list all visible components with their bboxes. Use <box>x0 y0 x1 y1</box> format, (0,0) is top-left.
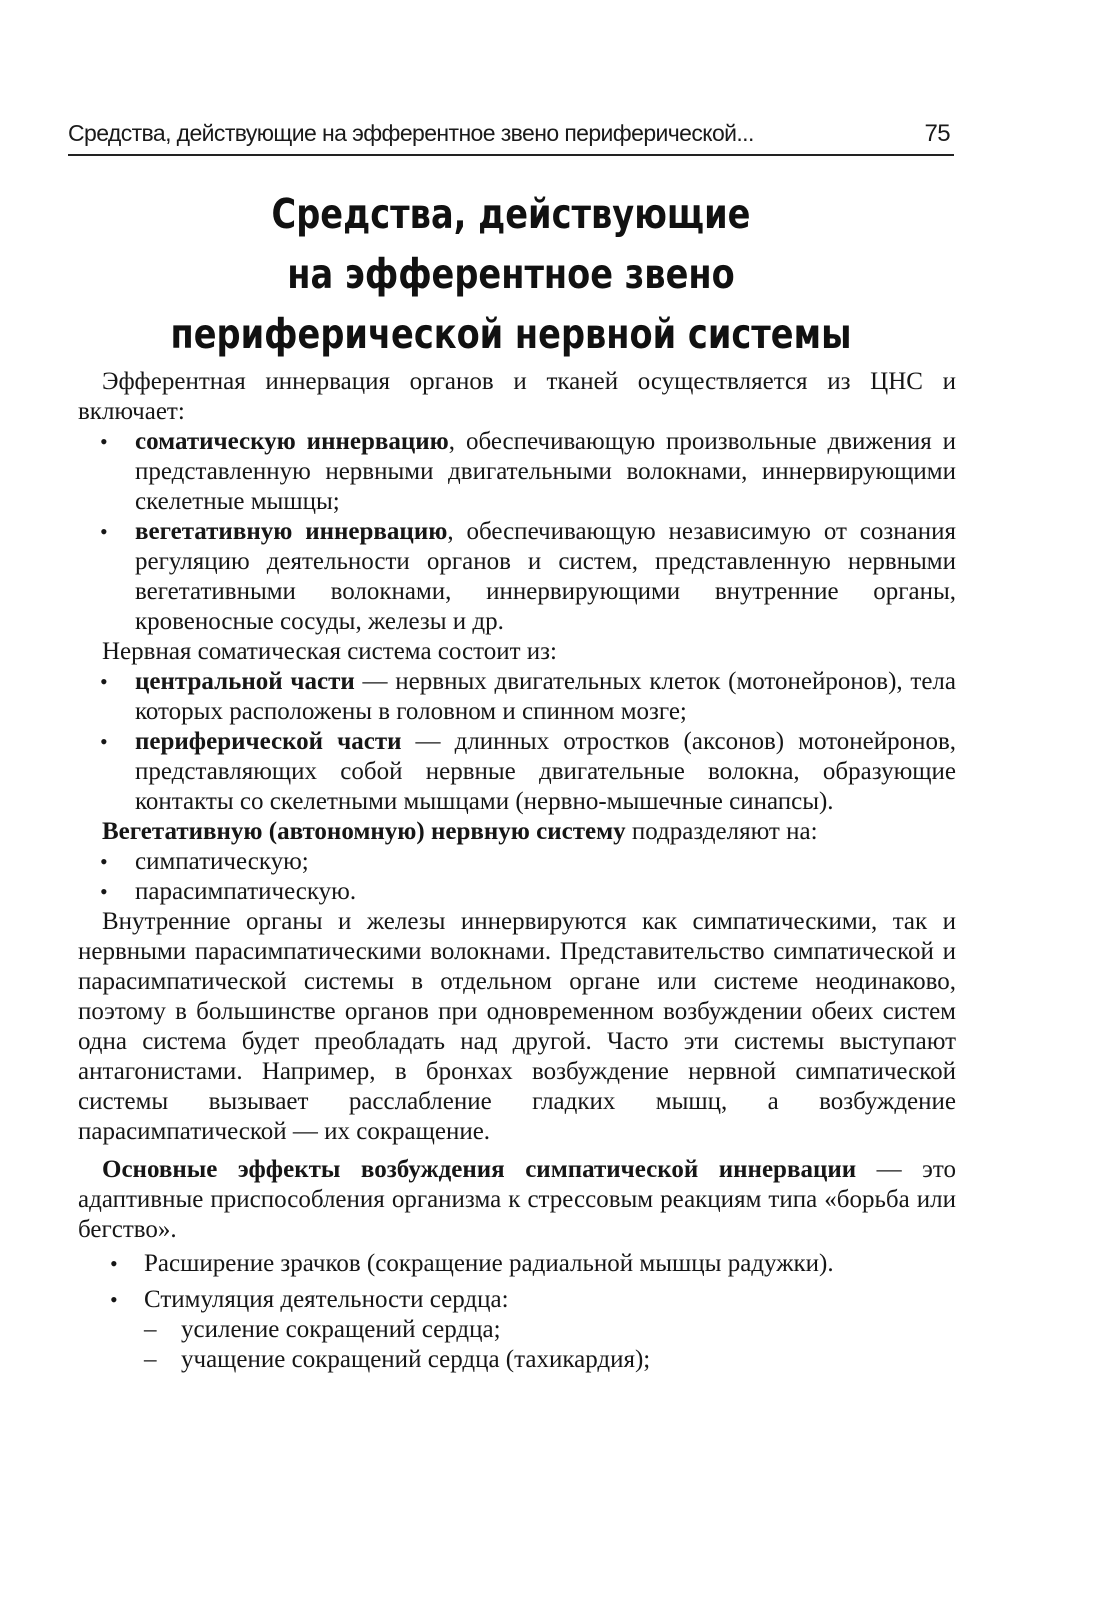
bullet-icon: • <box>110 1251 118 1276</box>
bullet-icon: • <box>100 849 108 874</box>
heart-subitems-list <box>78 1315 956 1375</box>
list-item <box>78 877 956 907</box>
item-text: — нервных двигательных клеток (мотонейронов), тела которых расположены в головном и спинном мозге; <box>135 668 956 725</box>
item-text: симпатическую; <box>135 848 309 875</box>
list-item <box>78 1285 956 1315</box>
body-text <box>78 367 956 1375</box>
list-item <box>78 847 956 877</box>
running-head-title: Средства, действующие на эфферентное звено периферической... <box>68 120 754 146</box>
list-item <box>78 1345 956 1375</box>
term: вегетативную иннервацию <box>135 518 448 545</box>
term: центральной части <box>135 668 355 695</box>
bullet-icon: • <box>100 879 108 904</box>
lead-text: подразделяют на: <box>625 818 818 845</box>
vegetative-lead <box>78 817 956 847</box>
intro-paragraph: Эфферентная иннервация органов и тканей осуществляется из ЦНС и включает: <box>78 368 956 425</box>
organs-paragraph: Внутренние органы и железы иннервируются как симпатическими, так и нервными парасимпатическими волокнами. Представительство симпатической и парасимпатической системы в отдельном органе или системе неодинаково, поэтому в большинстве органов при одновременном возбуждении обеих систем одна система будет преобладать над другой. Часто эти системы выступают антагонистами. Например, в бронхах возбуждение нервной симпатической системы вызывает расслабление гладких мышц, а возбуждение парасимпатической — их сокращение. <box>78 908 956 1145</box>
item-text: Стимуляция деятельности сердца: <box>144 1286 509 1313</box>
list-item <box>78 517 956 637</box>
bullet-icon: • <box>110 1287 118 1312</box>
item-text: Расширение зрачков (сокращение радиальной мышцы радужки). <box>144 1250 834 1277</box>
innervation-list <box>78 427 956 637</box>
somatic-lead: Нервная соматическая система состоит из: <box>102 638 557 665</box>
chapter-title-line: периферической нервной системы <box>170 310 852 358</box>
chapter-title-line: Средства, действующие <box>271 190 751 238</box>
item-text: , обеспечивающую независимую от сознания регуляцию деятельности органов и систем, представленную нервными вегетативными волокнами, иннервирующими внутренние органы, кровеносные сосуды, железы и др. <box>135 518 956 635</box>
bullet-icon: • <box>100 429 108 454</box>
chapter-title-line: на эфферентное звено <box>287 250 735 298</box>
item-text: учащение сокращений сердца (тахикардия); <box>181 1346 651 1373</box>
chapter-title <box>148 184 875 364</box>
list-item <box>78 1315 956 1345</box>
lead-text: — это адаптивные приспособления организма к стрессовым реакциям типа «борьба или бегство». <box>78 1156 956 1243</box>
vegetative-list <box>78 847 956 907</box>
page-number: 75 <box>924 120 950 147</box>
effects-lead <box>78 1155 956 1245</box>
list-item <box>78 427 956 517</box>
list-item <box>78 727 956 817</box>
somatic-parts-list <box>78 667 956 817</box>
item-text: , обеспечивающую произвольные движения и представленную нервными двигательными волокнами, иннервирующими скелетные мышцы; <box>135 428 956 515</box>
term: периферической части <box>135 728 402 755</box>
item-text: парасимпатическую. <box>135 878 357 905</box>
term: Основные эффекты возбуждения симпатической иннервации <box>102 1156 857 1183</box>
running-head <box>68 118 954 156</box>
effects-list <box>78 1249 956 1315</box>
item-text: — длинных отростков (аксонов) мотонейронов, представляющих собой нервные двигательные волокна, образующие контакты со скелетными мышцами (нервно-мышечные синапсы). <box>135 728 957 815</box>
bullet-icon: • <box>100 669 108 694</box>
item-text: усиление сокращений сердца; <box>181 1316 501 1343</box>
list-item <box>78 1249 956 1279</box>
dash-marker: – <box>144 1346 157 1373</box>
bullet-icon: • <box>100 519 108 544</box>
term: соматическую иннервацию <box>135 428 449 455</box>
dash-marker: – <box>144 1316 157 1343</box>
list-item <box>78 667 956 727</box>
term: Вегетативную (автономную) нервную систему <box>102 818 626 845</box>
bullet-icon: • <box>100 729 108 754</box>
